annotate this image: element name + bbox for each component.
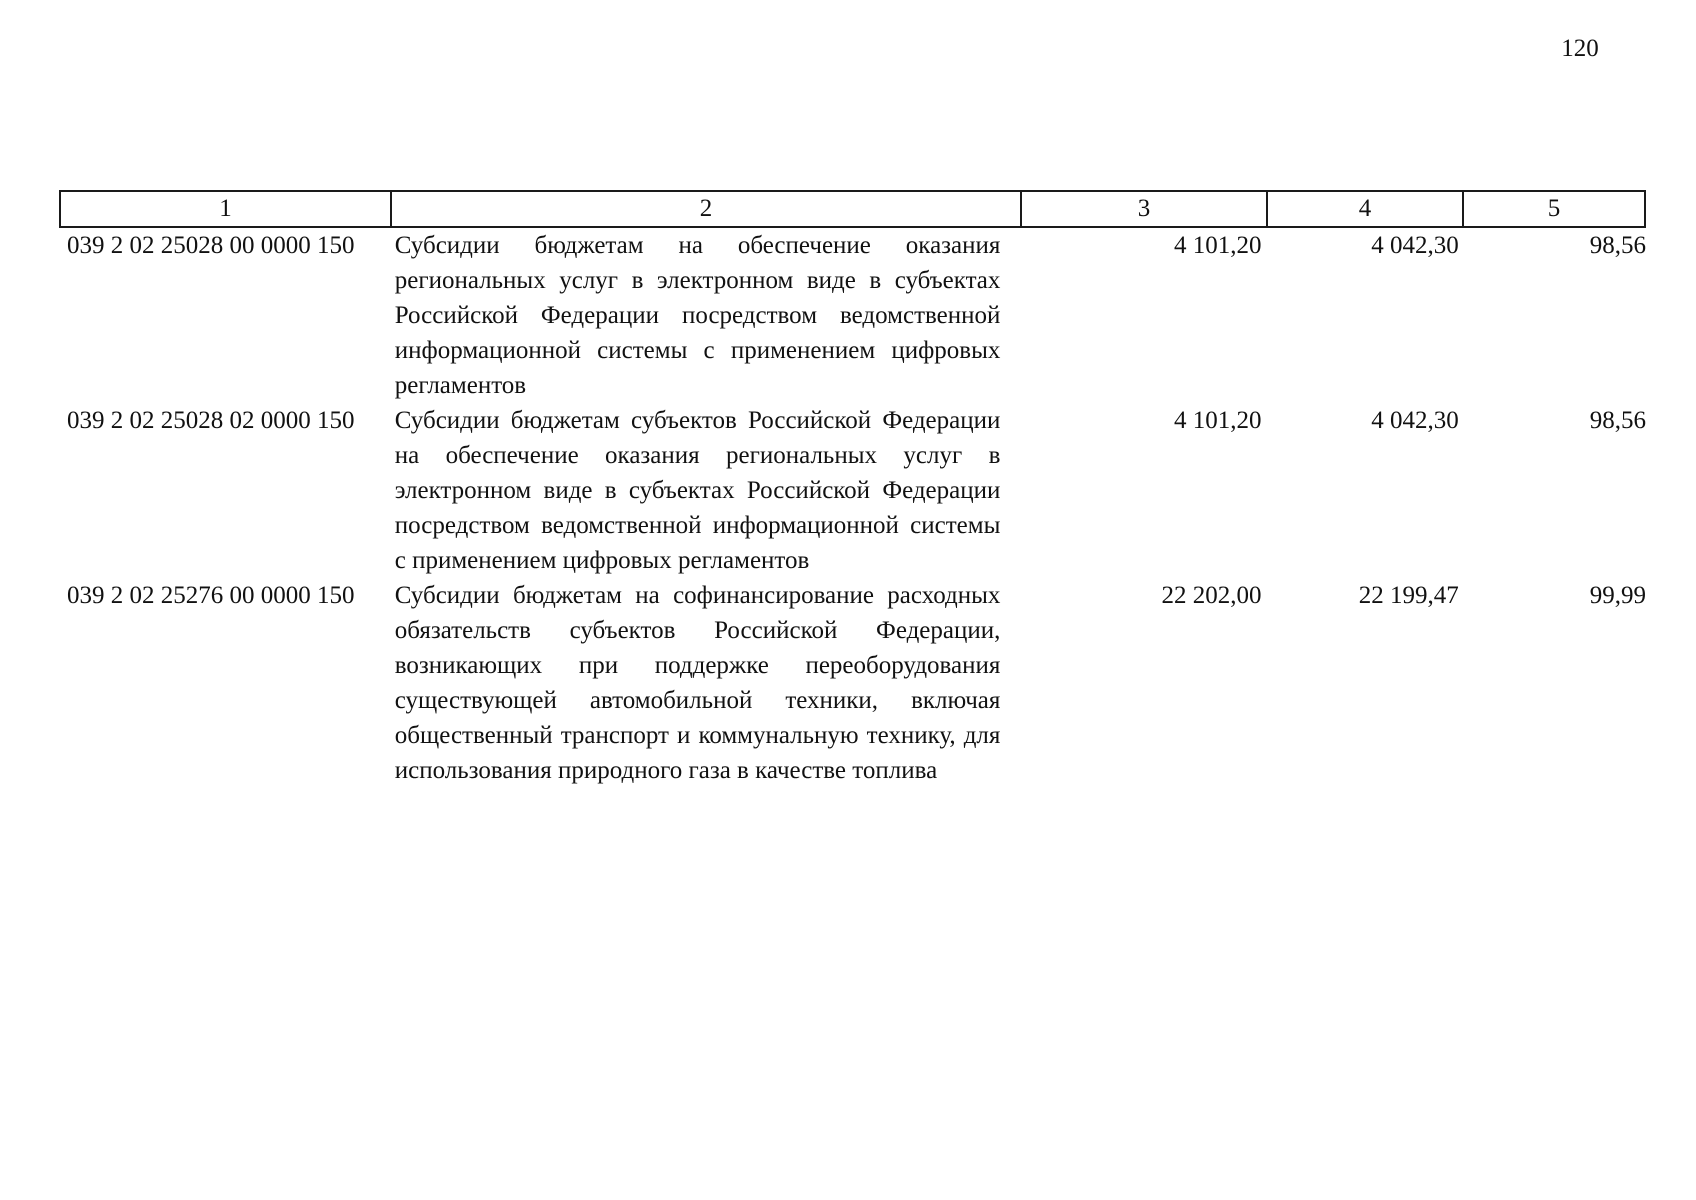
income-description: Субсидии бюджетам субъектов Российской Федерации на обеспечение оказания региональных услуг в электронном виде в субъектах Российской Федерации посредством ведомственной информационной системы с применением цифровых регламентов: [394, 407, 1001, 574]
planned-amount: 22 202,00: [1161, 582, 1262, 609]
actual-amount: 4 042,30: [1371, 232, 1459, 259]
execution-percent: 98,56: [1589, 232, 1646, 259]
table-row: [59, 578, 1648, 788]
column-header-5: 5: [1462, 190, 1646, 228]
actual-amount: 4 042,30: [1371, 407, 1459, 434]
planned-amount: 4 101,20: [1173, 232, 1262, 259]
table-header-row: [59, 190, 1648, 228]
planned-amount: 4 101,20: [1173, 407, 1262, 434]
execution-percent: 99,99: [1589, 582, 1646, 609]
report-table: [59, 190, 1648, 788]
execution-percent: 98,56: [1589, 407, 1646, 434]
actual-amount: 22 199,47: [1358, 582, 1459, 609]
budget-code: 039 2 02 25028 00 0000 150: [67, 232, 355, 259]
table-row: [59, 403, 1648, 578]
budget-code: 039 2 02 25276 00 0000 150: [67, 582, 355, 609]
income-description: Субсидии бюджетам на софинансирование расходных обязательств субъектов Российской Федерации, возникающих при поддержке переоборудования существующей автомобильной техники, включая общественный транспорт и коммунальную технику, для использования природного газа в качестве топлива: [394, 582, 1001, 784]
column-header-4: 4: [1266, 190, 1464, 228]
column-header-2: 2: [390, 190, 1022, 228]
column-header-1: 1: [59, 190, 392, 228]
budget-code: 039 2 02 25028 02 0000 150: [67, 407, 355, 434]
income-description: Субсидии бюджетам на обеспечение оказания региональных услуг в электронном виде в субъектах Российской Федерации посредством ведомственной информационной системы с применением цифровых регламентов: [394, 232, 1001, 399]
page-number: 120: [1561, 35, 1599, 62]
table-row: [59, 228, 1648, 403]
column-header-3: 3: [1020, 190, 1268, 228]
